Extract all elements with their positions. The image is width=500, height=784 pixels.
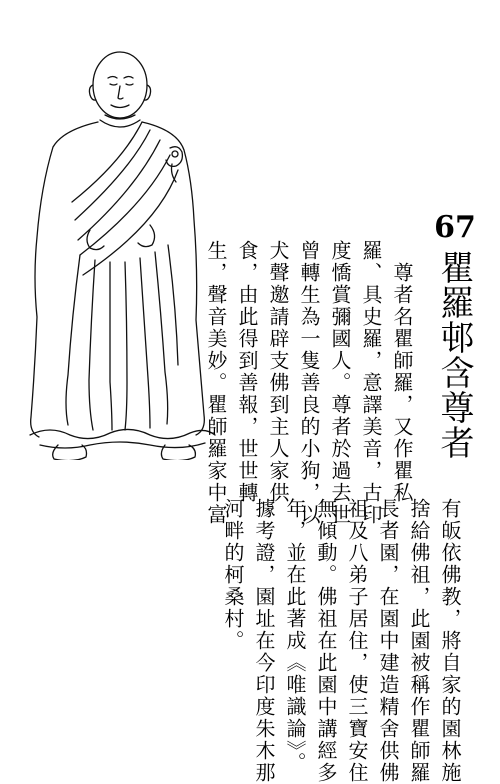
text-column: 度憍賞彌國人。尊者於過去世 [328,240,352,526]
text-column: 無傾動。佛祖在此園中講經多 [314,498,338,784]
text-column: 河畔的柯桑村。 [221,498,245,652]
arhat-figure-illustration [20,40,225,460]
text-column: 捨給佛祖，此園被稱作瞿師羅 [407,498,431,784]
arhat-number: 67 [434,210,476,245]
arhat-name: 瞿羅邨含尊者 [434,250,474,460]
text-column: 有皈依佛教，將自家的園林施 [438,498,462,784]
text-column: 食，由此得到善報，世世轉 [235,240,259,504]
text-column: 長者園，在園中建造精舍供佛 [376,498,400,784]
text-column: 生，聲音美妙。瞿師羅家中富 [204,240,228,526]
text-column: 羅、具史羅，意譯美音，古印 [359,240,383,526]
text-column: 尊者名瞿師羅，又作瞿私 [390,262,414,504]
text-column: 犬聲邀請辟支佛到主人家供 [266,240,290,504]
text-column: 據考證，園址在今印度朱木那 [252,498,276,784]
text-column: 年，並在此著成《唯識論》。 [283,498,307,774]
text-column: 祖及八弟子居住，使三寶安住 [345,498,369,784]
text-column: 曾轉生為一隻善良的小狗，以 [297,240,321,526]
